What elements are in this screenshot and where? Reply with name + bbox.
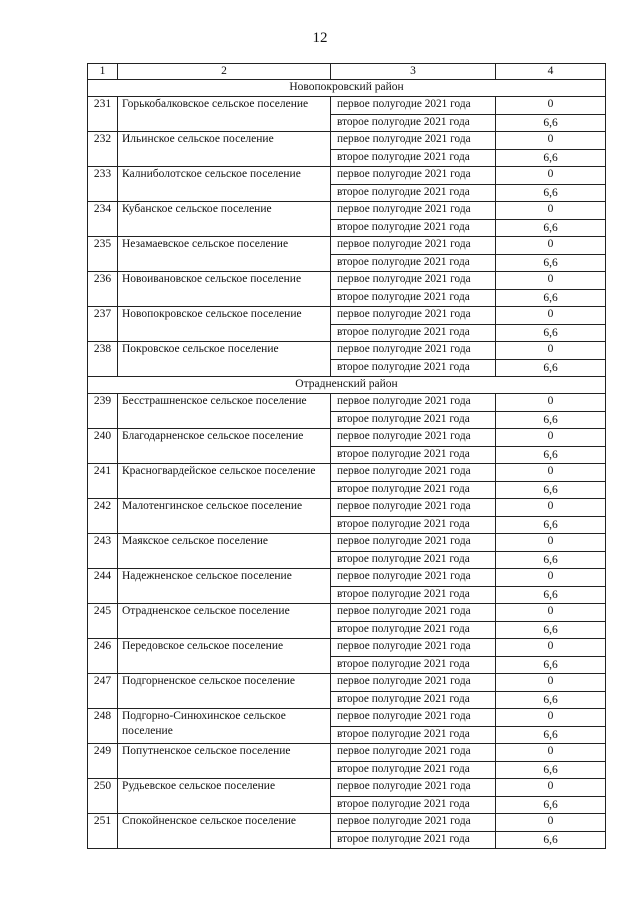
settlement-name: Подгорненское сельское поселение [118, 674, 331, 709]
period-first: первое полугодие 2021 года [331, 744, 496, 762]
value-second: 6,6 [496, 290, 606, 307]
header-cell: 1 [88, 64, 118, 80]
value-first: 0 [496, 307, 606, 325]
settlement-name: Надежненское сельское поселение [118, 569, 331, 604]
period-second: второе полугодие 2021 года [331, 482, 496, 499]
value-second: 6,6 [496, 150, 606, 167]
row-number: 233 [88, 167, 118, 202]
period-second: второе полугодие 2021 года [331, 692, 496, 709]
period-first: первое полугодие 2021 года [331, 814, 496, 832]
table-row [88, 307, 606, 325]
header-cell: 4 [496, 64, 606, 80]
table-row [88, 167, 606, 185]
row-number: 246 [88, 639, 118, 674]
value-second: 6,6 [496, 220, 606, 237]
table-row [88, 237, 606, 255]
period-second: второе полугодие 2021 года [331, 727, 496, 744]
period-second: второе полугодие 2021 года [331, 657, 496, 674]
value-first: 0 [496, 342, 606, 360]
period-second: второе полугодие 2021 года [331, 832, 496, 849]
value-second: 6,6 [496, 115, 606, 132]
data-table [87, 63, 606, 849]
row-number: 236 [88, 272, 118, 307]
period-second: второе полугодие 2021 года [331, 797, 496, 814]
settlement-name: Спокойненское сельское поселение [118, 814, 331, 849]
value-first: 0 [496, 237, 606, 255]
period-first: первое полугодие 2021 года [331, 604, 496, 622]
period-second: второе полугодие 2021 года [331, 220, 496, 237]
table-row [88, 604, 606, 622]
table-row [88, 814, 606, 832]
value-first: 0 [496, 464, 606, 482]
row-number: 242 [88, 499, 118, 534]
period-first: первое полугодие 2021 года [331, 237, 496, 255]
row-number: 248 [88, 709, 118, 744]
period-first: первое полугодие 2021 года [331, 429, 496, 447]
value-first: 0 [496, 132, 606, 150]
row-number: 250 [88, 779, 118, 814]
settlement-name: Новопокровское сельское поселение [118, 307, 331, 342]
settlement-name: Передовское сельское поселение [118, 639, 331, 674]
period-second: второе полугодие 2021 года [331, 587, 496, 604]
period-first: первое полугодие 2021 года [331, 499, 496, 517]
value-second: 6,6 [496, 727, 606, 744]
period-first: первое полугодие 2021 года [331, 272, 496, 290]
settlement-name: Отрадненское сельское поселение [118, 604, 331, 639]
period-first: первое полугодие 2021 года [331, 639, 496, 657]
table-row [88, 499, 606, 517]
table-row [88, 779, 606, 797]
settlement-name: Благодарненское сельское поселение [118, 429, 331, 464]
value-first: 0 [496, 604, 606, 622]
district-heading: Новопокровский район [88, 80, 606, 97]
settlement-name: Подгорно-Синюхинское сельское поселение [118, 709, 331, 744]
settlement-name: Покровское сельское поселение [118, 342, 331, 377]
row-number: 232 [88, 132, 118, 167]
settlement-name: Красногвардейское сельское поселение [118, 464, 331, 499]
value-second: 6,6 [496, 552, 606, 569]
table-row [88, 97, 606, 115]
period-second: второе полугодие 2021 года [331, 412, 496, 429]
district-row [88, 377, 606, 394]
value-second: 6,6 [496, 325, 606, 342]
value-first: 0 [496, 569, 606, 587]
value-first: 0 [496, 639, 606, 657]
value-second: 6,6 [496, 797, 606, 814]
table-row [88, 534, 606, 552]
period-second: второе полугодие 2021 года [331, 447, 496, 464]
period-first: первое полугодие 2021 года [331, 464, 496, 482]
period-first: первое полугодие 2021 года [331, 674, 496, 692]
row-number: 247 [88, 674, 118, 709]
row-number: 237 [88, 307, 118, 342]
settlement-name: Горькобалковское сельское поселение [118, 97, 331, 132]
value-first: 0 [496, 779, 606, 797]
value-second: 6,6 [496, 762, 606, 779]
value-second: 6,6 [496, 587, 606, 604]
value-second: 6,6 [496, 482, 606, 499]
period-second: второе полугодие 2021 года [331, 762, 496, 779]
table-row [88, 394, 606, 412]
row-number: 244 [88, 569, 118, 604]
header-cell: 2 [118, 64, 331, 80]
value-first: 0 [496, 97, 606, 115]
settlement-name: Незамаевское сельское поселение [118, 237, 331, 272]
row-number: 238 [88, 342, 118, 377]
table-row [88, 639, 606, 657]
period-second: второе полугодие 2021 года [331, 325, 496, 342]
table-row [88, 429, 606, 447]
row-number: 231 [88, 97, 118, 132]
row-number: 240 [88, 429, 118, 464]
row-number: 235 [88, 237, 118, 272]
period-second: второе полугодие 2021 года [331, 552, 496, 569]
value-second: 6,6 [496, 447, 606, 464]
header-row [88, 64, 606, 80]
value-first: 0 [496, 499, 606, 517]
value-first: 0 [496, 534, 606, 552]
table-row [88, 744, 606, 762]
settlement-name: Попутненское сельское поселение [118, 744, 331, 779]
value-second: 6,6 [496, 255, 606, 272]
period-first: первое полугодие 2021 года [331, 709, 496, 727]
period-first: первое полугодие 2021 года [331, 394, 496, 412]
value-first: 0 [496, 272, 606, 290]
table-row [88, 674, 606, 692]
settlement-name: Калниболотское сельское поселение [118, 167, 331, 202]
value-first: 0 [496, 674, 606, 692]
row-number: 245 [88, 604, 118, 639]
value-second: 6,6 [496, 360, 606, 377]
table-row [88, 272, 606, 290]
period-second: второе полугодие 2021 года [331, 517, 496, 534]
period-first: первое полугодие 2021 года [331, 202, 496, 220]
table-row [88, 342, 606, 360]
period-first: первое полугодие 2021 года [331, 569, 496, 587]
period-second: второе полугодие 2021 года [331, 622, 496, 639]
header-cell: 3 [331, 64, 496, 80]
value-first: 0 [496, 202, 606, 220]
period-first: первое полугодие 2021 года [331, 132, 496, 150]
value-first: 0 [496, 394, 606, 412]
period-first: первое полугодие 2021 года [331, 97, 496, 115]
settlement-name: Бесстрашненское сельское поселение [118, 394, 331, 429]
value-second: 6,6 [496, 622, 606, 639]
value-second: 6,6 [496, 517, 606, 534]
row-number: 251 [88, 814, 118, 849]
period-first: первое полугодие 2021 года [331, 534, 496, 552]
value-second: 6,6 [496, 657, 606, 674]
value-first: 0 [496, 167, 606, 185]
period-second: второе полугодие 2021 года [331, 290, 496, 307]
period-first: первое полугодие 2021 года [331, 307, 496, 325]
row-number: 241 [88, 464, 118, 499]
period-second: второе полугодие 2021 года [331, 255, 496, 272]
period-first: первое полугодие 2021 года [331, 342, 496, 360]
value-second: 6,6 [496, 692, 606, 709]
district-row [88, 80, 606, 97]
value-second: 6,6 [496, 185, 606, 202]
value-first: 0 [496, 744, 606, 762]
district-heading: Отрадненский район [88, 377, 606, 394]
period-second: второе полугодие 2021 года [331, 115, 496, 132]
period-first: первое полугодие 2021 года [331, 167, 496, 185]
settlement-name: Новоивановское сельское поселение [118, 272, 331, 307]
row-number: 249 [88, 744, 118, 779]
table-row [88, 569, 606, 587]
table-row [88, 132, 606, 150]
settlement-name: Ильинское сельское поселение [118, 132, 331, 167]
value-first: 0 [496, 429, 606, 447]
settlement-name: Рудьевское сельское поселение [118, 779, 331, 814]
page-number: 12 [312, 30, 328, 46]
row-number: 239 [88, 394, 118, 429]
table-row [88, 709, 606, 727]
period-second: второе полугодие 2021 года [331, 150, 496, 167]
value-first: 0 [496, 814, 606, 832]
period-second: второе полугодие 2021 года [331, 360, 496, 377]
settlement-name: Кубанское сельское поселение [118, 202, 331, 237]
settlement-name: Малотенгинское сельское поселение [118, 499, 331, 534]
table-row [88, 202, 606, 220]
value-first: 0 [496, 709, 606, 727]
table-row [88, 464, 606, 482]
period-second: второе полугодие 2021 года [331, 185, 496, 202]
period-first: первое полугодие 2021 года [331, 779, 496, 797]
settlement-name: Маякское сельское поселение [118, 534, 331, 569]
row-number: 234 [88, 202, 118, 237]
value-second: 6,6 [496, 412, 606, 429]
value-second: 6,6 [496, 832, 606, 849]
row-number: 243 [88, 534, 118, 569]
